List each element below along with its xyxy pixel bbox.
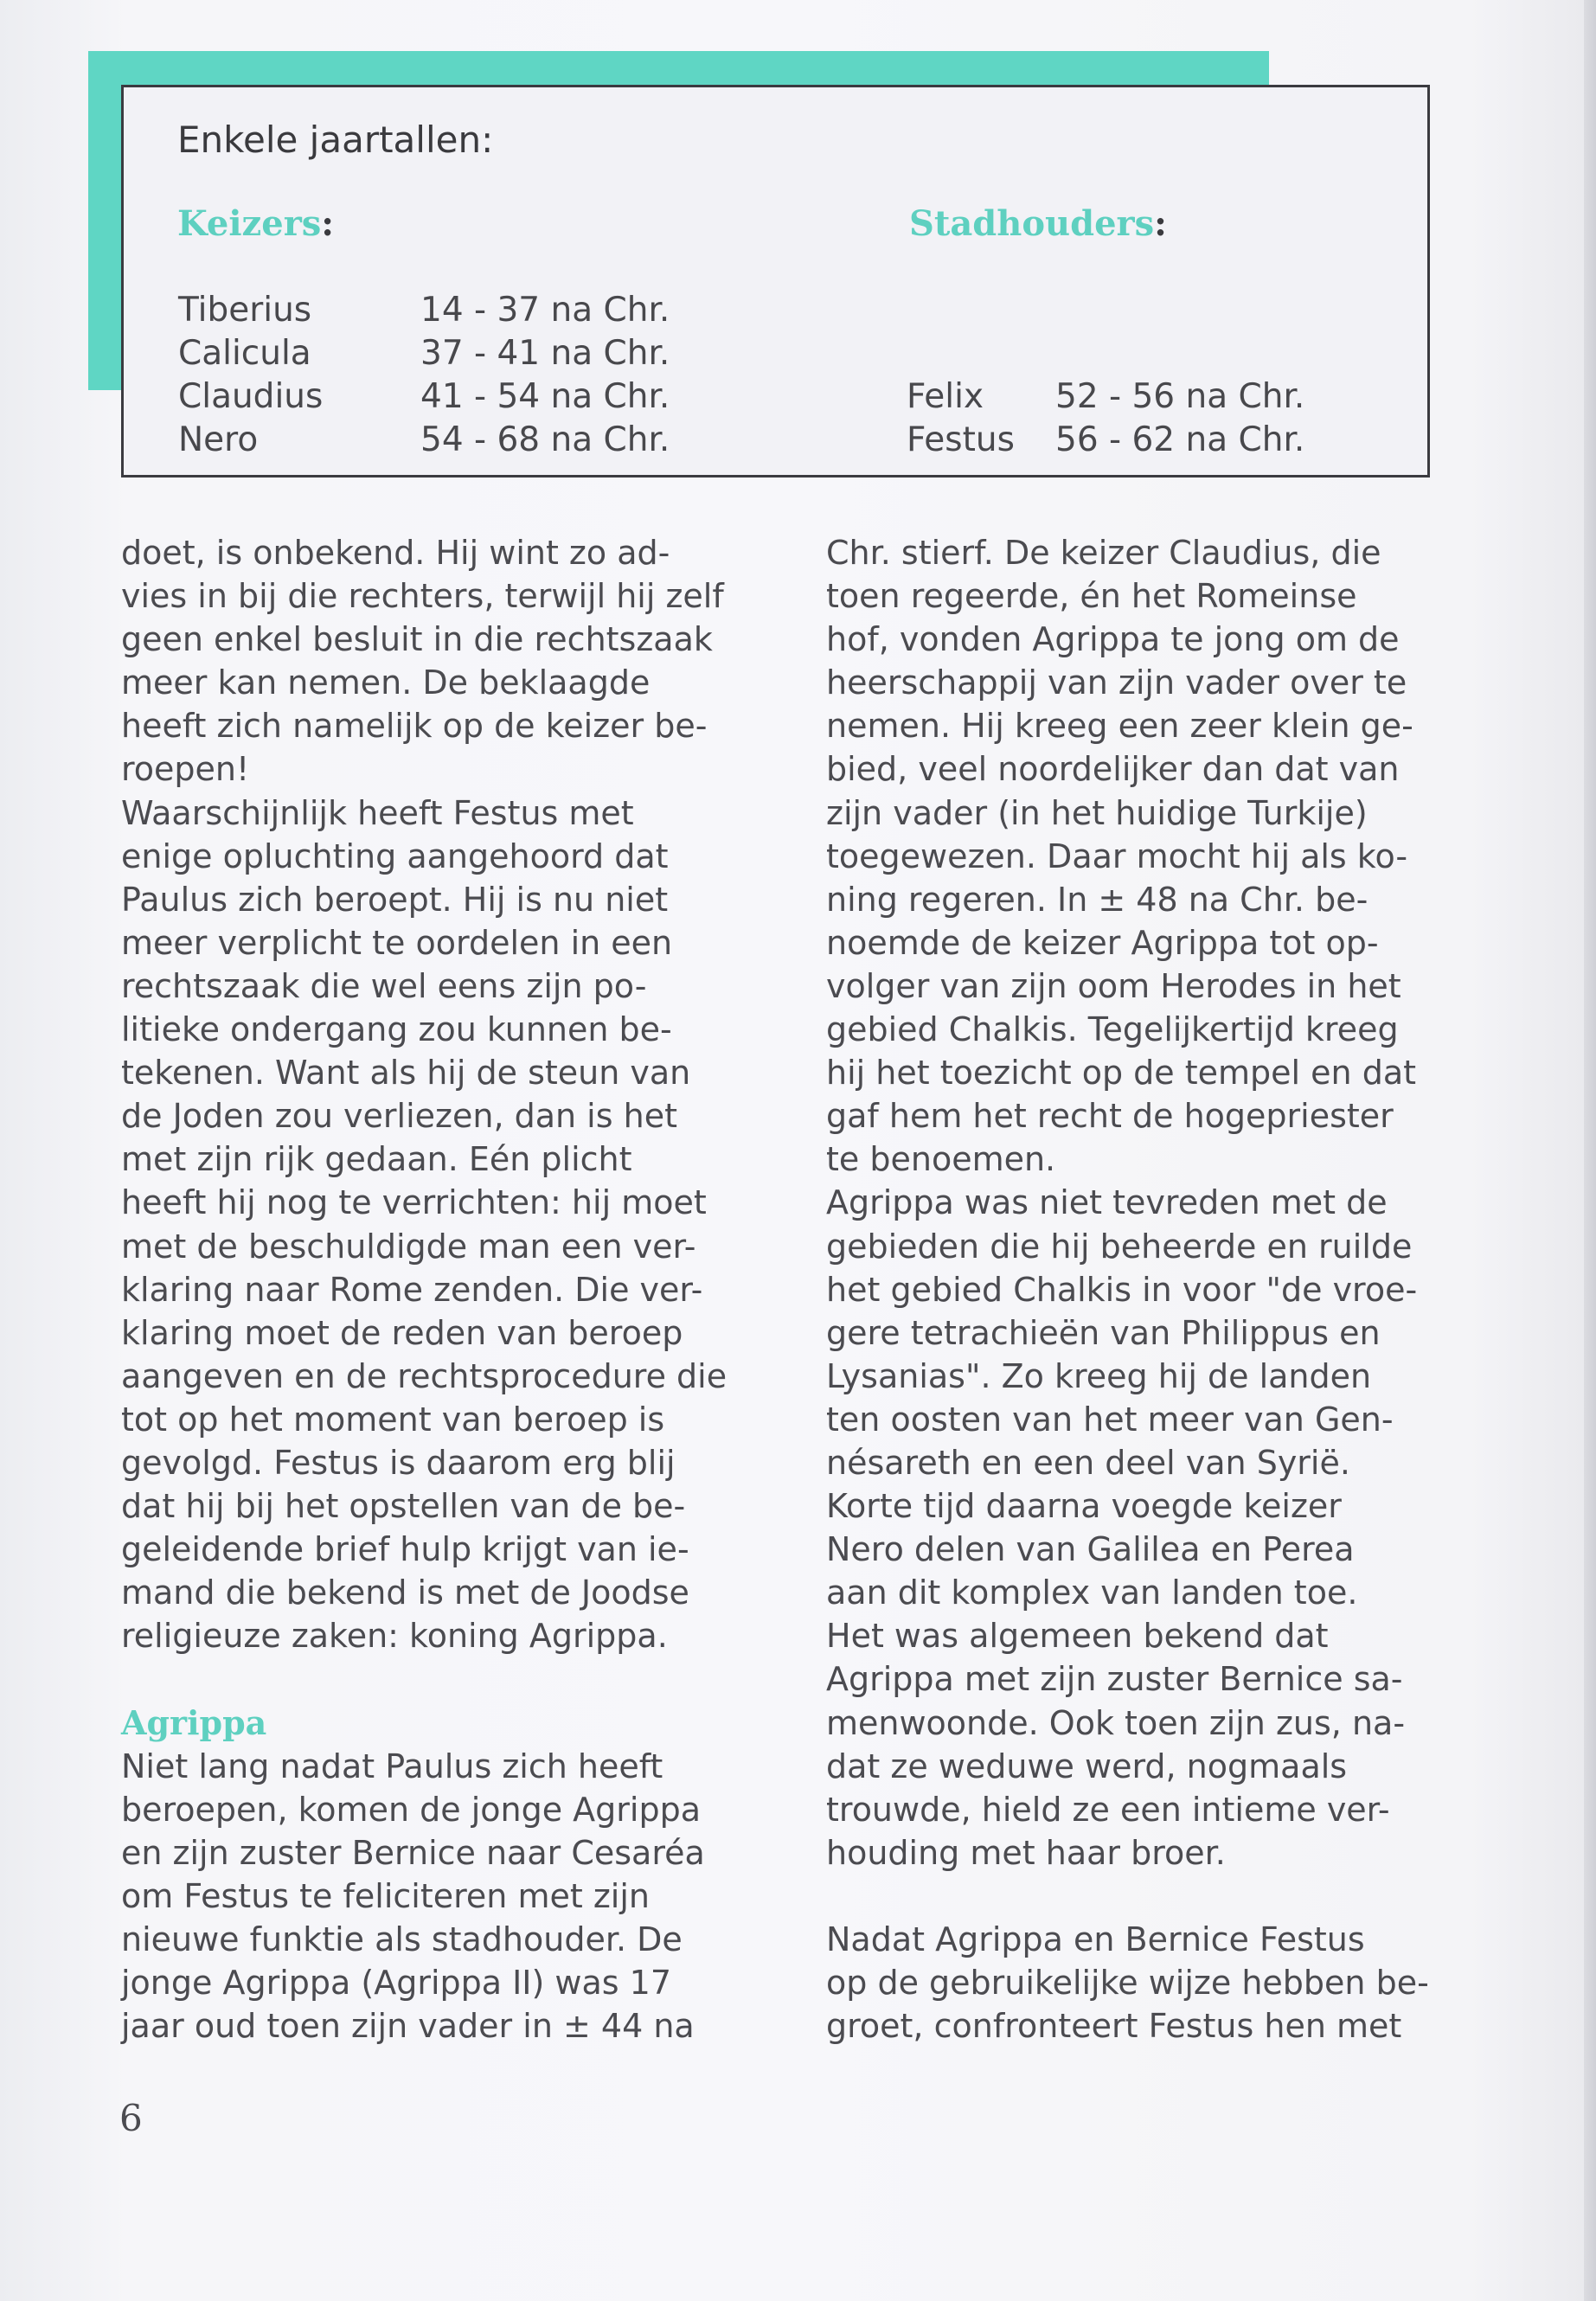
text-line: zijn vader (in het huidige Turkije) [826,793,1368,832]
text-line: en zijn zuster Bernice naar Cesaréa [121,1833,705,1872]
text-line: Agrippa met zijn zuster Bernice sa- [826,1660,1403,1699]
text-line: rechtszaak die wel eens zijn po- [121,966,647,1005]
text-line: bied, veel noordelijker dan dat van [826,750,1400,789]
stadhouder-name: Felix [907,377,984,416]
paragraph-gap [121,1657,761,1701]
stadhouders-label-text: Stadhouders [909,203,1155,244]
text-line: toen regeerde, én het Romeinse [826,577,1357,616]
text-line: hof, vonden Agrippa te jong om de [826,620,1400,659]
paragraph-gap [826,1875,1466,1918]
text-line: aan dit komplex van landen toe. [826,1574,1358,1612]
keizer-name: Nero [178,420,259,459]
text-line: vies in bij die rechters, terwijl hij zelf [121,577,724,616]
text-line: meer kan nemen. De beklaagde [121,663,651,702]
keizer-years: 37 - 41 na Chr. [420,334,670,373]
text-line: jonge Agrippa (Agrippa II) was 17 [121,1964,672,2003]
text-line: menwoonde. Ook toen zijn zus, na- [826,1703,1406,1742]
text-line: gere tetrachieën van Philippus en [826,1313,1381,1352]
text-line: Korte tijd daarna voegde keizer [826,1487,1342,1526]
stadhouder-years: 56 - 62 na Chr. [1055,420,1305,459]
text-line: mand die bekend is met de Joodse [121,1574,689,1612]
stadhouder-years: 52 - 56 na Chr. [1055,377,1305,416]
text-line: Agrippa was niet tevreden met de [826,1183,1388,1222]
text-line: heeft hij nog te verrichten: hij moet [121,1183,707,1222]
keizer-years: 54 - 68 na Chr. [420,420,670,459]
stadhouders-label [909,203,1167,244]
text-line: noemde de keizer Agrippa tot op- [826,923,1379,962]
keizer-name: Calicula [178,334,311,373]
text-line: gebieden die hij beheerde en ruilde [826,1227,1413,1266]
text-line: heerschappij van zijn vader over te [826,663,1407,702]
stadhouders-label-colon: : [1154,203,1167,244]
text-line: gevolgd. Festus is daarom erg blij [121,1443,676,1482]
text-line: gaf hem het recht de hogepriester [826,1097,1394,1136]
text-line: geleidende brief hulp krijgt van ie- [121,1530,689,1569]
dates-info-box [121,85,1430,478]
text-line: Paulus zich beroept. Hij is nu niet [121,880,669,919]
text-line: beroepen, komen de jonge Agrippa [121,1790,701,1829]
text-line: Lysanias". Zo kreeg hij de landen [826,1356,1372,1395]
text-line: gebied Chalkis. Tegelijkertijd kreeg [826,1010,1399,1049]
text-line: toegewezen. Daar mocht hij als ko- [826,836,1408,875]
text-line: Niet lang nadat Paulus zich heeft [121,1747,663,1785]
text-line: volger van zijn oom Herodes in het [826,966,1401,1005]
text-line: nésareth en een deel van Syrië. [826,1443,1350,1482]
text-line: tekenen. Want als hij de steun van [121,1054,691,1093]
left-text-column [121,531,761,2048]
text-line: klaring naar Rome zenden. Die ver- [121,1270,703,1309]
text-line: ten oosten van het meer van Gen- [826,1400,1394,1439]
text-line: de Joden zou verliezen, dan is het [121,1097,677,1136]
right-text-column [826,531,1466,2048]
text-line: nieuwe funktie als stadhouder. De [121,1920,683,1958]
text-line: tot op het moment van beroep is [121,1400,665,1439]
text-line: om Festus te feliciteren met zijn [121,1876,650,1915]
text-line: nemen. Hij kreeg een zeer klein ge- [826,707,1413,746]
keizers-label [177,203,334,244]
text-line: heeft zich namelijk op de keizer be- [121,707,708,746]
box-heading: Enkele jaartallen: [177,119,494,161]
text-line: roepen! [121,750,250,789]
text-line: op de gebruikelijke wijze hebben be- [826,1964,1429,2003]
text-line: enige opluchting aangehoord dat [121,836,669,875]
keizer-years: 41 - 54 na Chr. [420,377,670,416]
text-line: Waarschijnlijk heeft Festus met [121,793,634,832]
text-line: hij het toezicht op de tempel en dat [826,1054,1417,1093]
keizers-label-colon: : [321,203,335,244]
keizer-name: Tiberius [178,291,312,330]
text-line: Nadat Agrippa en Bernice Festus [826,1920,1365,1958]
text-line: het gebied Chalkis in voor "de vroe- [826,1270,1418,1309]
stadhouder-name: Festus [907,420,1015,459]
keizer-name: Claudius [178,377,324,416]
text-line: met zijn rijk gedaan. Eén plicht [121,1140,632,1179]
keizer-years: 14 - 37 na Chr. [420,291,670,330]
keizers-label-text: Keizers [177,203,322,244]
text-line: Het was algemeen bekend dat [826,1617,1329,1656]
text-line: ning regeren. In ± 48 na Chr. be- [826,880,1368,919]
text-line: houding met haar broer. [826,1833,1226,1872]
text-line: aangeven en de rechtsprocedure die [121,1356,727,1395]
text-line: meer verplicht te oordelen in een [121,923,673,962]
text-line: dat hij bij het opstellen van de be- [121,1487,686,1526]
text-line: geen enkel besluit in die rechtszaak [121,620,713,659]
text-line: Chr. stierf. De keizer Claudius, die [826,534,1381,572]
text-line: religieuze zaken: koning Agrippa. [121,1617,668,1656]
text-line: jaar oud toen zijn vader in ± 44 na [121,2007,695,2046]
text-line: trouwde, hield ze een intieme ver- [826,1790,1390,1829]
text-line: groet, confronteert Festus hen met [826,2007,1402,2046]
text-line: met de beschuldigde man een ver- [121,1227,696,1266]
text-line: klaring moet de reden van beroep [121,1313,683,1352]
text-line: doet, is onbekend. Hij wint zo ad- [121,534,670,572]
text-line: te benoemen. [826,1140,1056,1179]
text-line: dat ze weduwe werd, nogmaals [826,1747,1348,1785]
agrippa-subheading: Agrippa [121,1702,267,1742]
text-line: litieke ondergang zou kunnen be- [121,1010,672,1049]
text-line: Nero delen van Galilea en Perea [826,1530,1355,1569]
page-number: 6 [119,2097,143,2139]
page-edge-shadow [1584,0,1596,2301]
